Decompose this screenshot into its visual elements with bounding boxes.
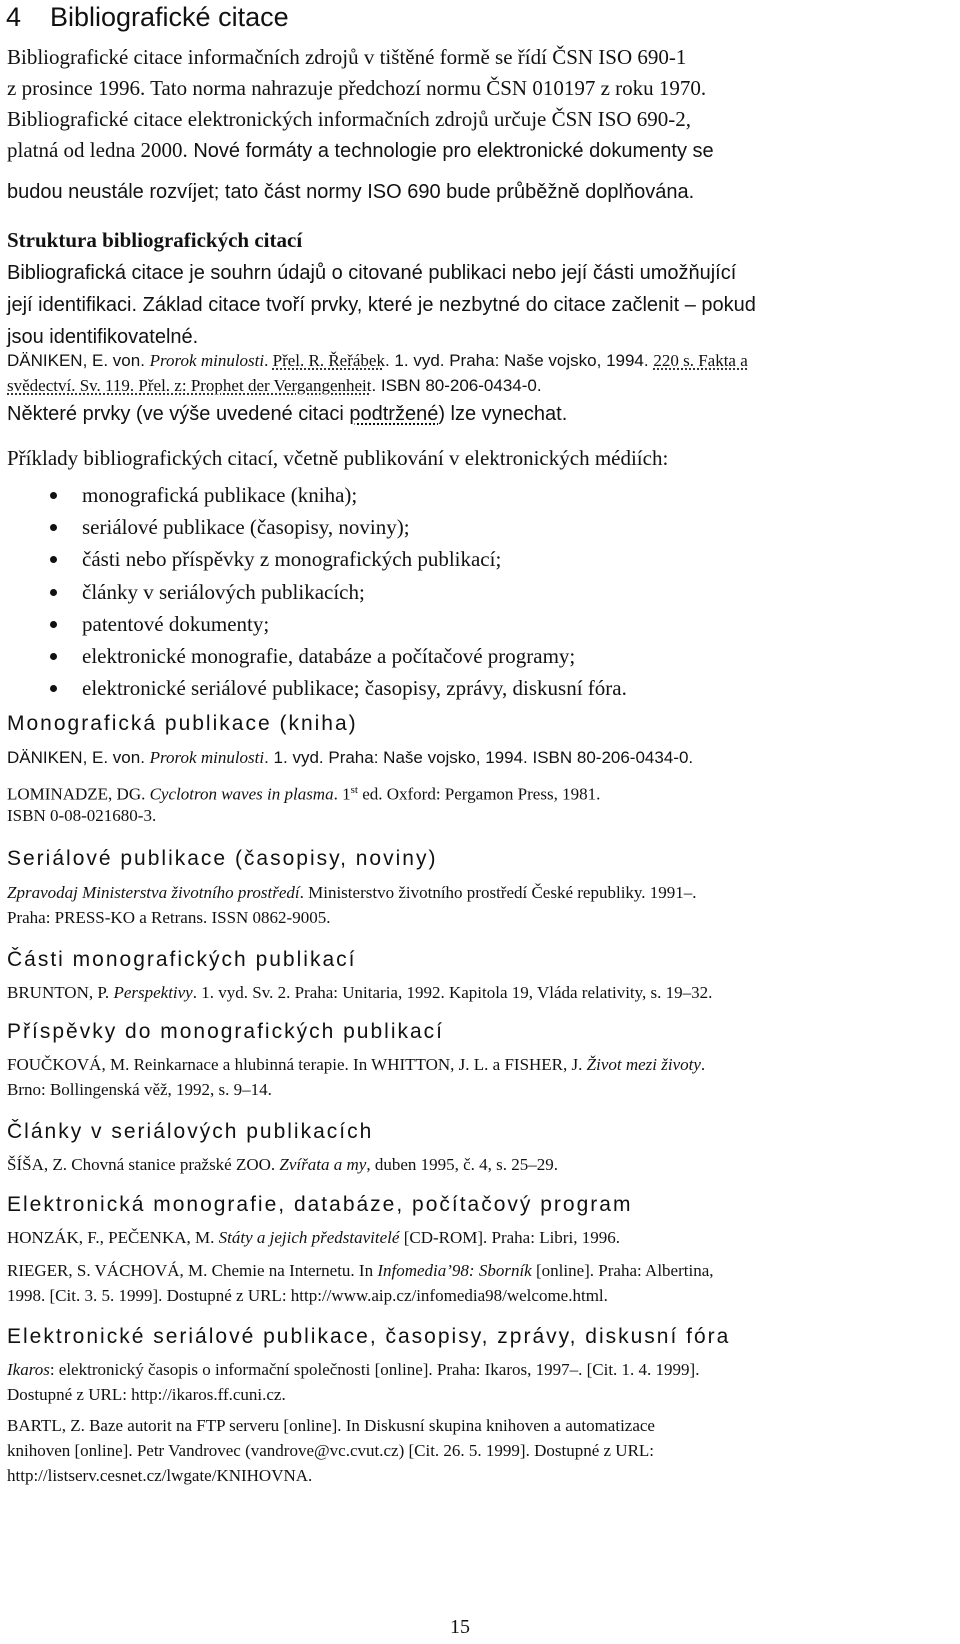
reference-serial-1-cont: Praha: PRESS-KO a Retrans. ISSN 0862-9005. bbox=[7, 908, 331, 927]
intro-line: Bibliografické citace elektronických informačních zdrojů určuje ČSN ISO 690-2, bbox=[7, 107, 692, 131]
bullet-icon bbox=[50, 653, 57, 660]
reference-electronic-monograph-2: RIEGER, S. VÁCHOVÁ, M. Chemie na Internetu. In Infomedia’98: Sborník [online]. Praha: Albertina, bbox=[7, 1261, 714, 1280]
example-citation-line-1: DÄNIKEN, E. von. Prorok minulosti. Přel. R. Řeřábek. 1. vyd. Praha: Naše vojsko, 1994. 220 s. Fakta a bbox=[7, 351, 748, 370]
structure-text bbox=[7, 257, 756, 353]
structure-line: Bibliografická citace je souhrn údajů o citované publikaci nebo její části umožňující bbox=[7, 262, 737, 284]
bullet-icon bbox=[50, 621, 57, 628]
reference-electronic-serial-2-cont: knihoven [online]. Petr Vandrovec (vandrove@vc.cvut.cz) [Cit. 26. 5. 1999]. Dostupné z URL: bbox=[7, 1441, 655, 1460]
reference-parts-1: BRUNTON, P. Perspektivy. 1. vyd. Sv. 2. Praha: Unitaria, 1992. Kapitola 19, Vláda relativity, s. 19–32. bbox=[7, 983, 713, 1002]
bullet-icon bbox=[50, 524, 57, 531]
citation-types-list bbox=[0, 480, 627, 705]
list-item: monografická publikace (kniha); bbox=[0, 480, 627, 512]
chapter-number: 4 bbox=[6, 2, 22, 32]
reference-electronic-serial-1: Ikaros: elektronický časopis o informační společnosti [online]. Praha: Ikaros, 1997–. [Cit. 1. 4. 1999]. bbox=[7, 1360, 700, 1379]
example-citation-line-2: svědectví. Sv. 119. Přel. z: Prophet der Vergangenheit. ISBN 80-206-0434-0. bbox=[7, 376, 542, 395]
section-title-serial: Seriálové publikace (časopisy, noviny) bbox=[7, 847, 438, 870]
chapter-heading bbox=[6, 0, 289, 34]
section-title-electronic-monograph: Elektronická monografie, databáze, počítačový program bbox=[7, 1193, 633, 1216]
reference-contribution-1: FOUČKOVÁ, M. Reinkarnace a hlubinná terapie. In WHITTON, J. L. a FISHER, J. Život mezi životy. bbox=[7, 1055, 706, 1074]
intro-line: z prosince 1996. Tato norma nahrazuje předchozí normu ČSN 010197 z roku 1970. bbox=[7, 76, 707, 100]
structure-line: jsou identifikovatelné. bbox=[7, 326, 199, 348]
list-item: elektronické monografie, databáze a počítačové programy; bbox=[0, 641, 627, 673]
reference-contribution-1-cont: Brno: Bollingenská věž, 1992, s. 9–14. bbox=[7, 1080, 272, 1099]
reference-monograph-2: LOMINADZE, DG. Cyclotron waves in plasma. 1st ed. Oxford: Pergamon Press, 1981. bbox=[7, 784, 601, 804]
bullet-icon bbox=[50, 589, 57, 596]
reference-serial-1: Zpravodaj Ministerstva životního prostředí. Ministerstvo životního prostředí České republiky. 1991–. bbox=[7, 883, 697, 902]
bullet-icon bbox=[50, 556, 57, 563]
reference-electronic-monograph-1: HONZÁK, F., PEČENKA, M. Státy a jejich představitelé [CD-ROM]. Praha: Libri, 1996. bbox=[7, 1228, 620, 1247]
omission-note: Některé prvky (ve výše uvedené citaci podtržené) lze vynechat. bbox=[7, 403, 568, 425]
bullet-icon bbox=[50, 492, 57, 499]
list-item: seriálové publikace (časopisy, noviny); bbox=[0, 512, 627, 544]
section-title-electronic-serial: Elektronické seriálové publikace, časopisy, zprávy, diskusní fóra bbox=[7, 1325, 731, 1348]
bullet-icon bbox=[50, 685, 57, 692]
list-item: články v seriálových publikacích; bbox=[0, 577, 627, 609]
structure-line: její identifikaci. Základ citace tvoří prvky, které je nezbytné do citace začlenit – pokud bbox=[7, 294, 756, 316]
list-item: elektronické seriálové publikace; časopisy, zprávy, diskusní fóra. bbox=[0, 673, 627, 705]
section-title-monograph: Monografická publikace (kniha) bbox=[7, 712, 358, 735]
section-title-articles: Články v seriálových publikacích bbox=[7, 1120, 374, 1143]
section-title-parts: Části monografických publikací bbox=[7, 948, 357, 971]
reference-monograph-2-isbn: ISBN 0-08-021680-3. bbox=[7, 806, 157, 825]
examples-intro: Příklady bibliografických citací, včetně publikování v elektronických médiích: bbox=[7, 446, 669, 470]
reference-article-1: ŠÍŠA, Z. Chovná stanice pražské ZOO. Zvířata a my, duben 1995, č. 4, s. 25–29. bbox=[7, 1155, 559, 1174]
reference-electronic-serial-1-cont: Dostupné z URL: http://ikaros.ff.cuni.cz. bbox=[7, 1385, 286, 1404]
intro-line: platná od ledna 2000. Nové formáty a technologie pro elektronické dokumenty se bbox=[7, 138, 714, 162]
structure-heading: Struktura bibliografických citací bbox=[7, 228, 303, 252]
reference-electronic-monograph-2-cont: 1998. [Cit. 3. 5. 1999]. Dostupné z URL: http://www.aip.cz/infomedia98/welcome.html. bbox=[7, 1286, 608, 1305]
reference-monograph-1: DÄNIKEN, E. von. Prorok minulosti. 1. vyd. Praha: Naše vojsko, 1994. ISBN 80-206-0434-0. bbox=[7, 748, 694, 767]
reference-electronic-serial-2: BARTL, Z. Baze autorit na FTP serveru [online]. In Diskusní skupina knihoven a automatizace bbox=[7, 1416, 655, 1435]
section-title-contributions: Příspěvky do monografických publikací bbox=[7, 1020, 444, 1043]
chapter-title: Bibliografické citace bbox=[50, 2, 289, 32]
reference-electronic-serial-2-url: http://listserv.cesnet.cz/lwgate/KNIHOVNA. bbox=[7, 1466, 313, 1485]
intro-paragraph bbox=[7, 42, 714, 167]
list-item: patentové dokumenty; bbox=[0, 609, 627, 641]
intro-line-continued: budou neustále rozvíjet; tato část normy ISO 690 bude průběžně doplňována. bbox=[7, 181, 695, 203]
intro-line: Bibliografické citace informačních zdrojů v tištěné formě se řídí ČSN ISO 690-1 bbox=[7, 45, 687, 69]
list-item: části nebo příspěvky z monografických publikací; bbox=[0, 544, 627, 576]
page-number: 15 bbox=[450, 1616, 470, 1638]
